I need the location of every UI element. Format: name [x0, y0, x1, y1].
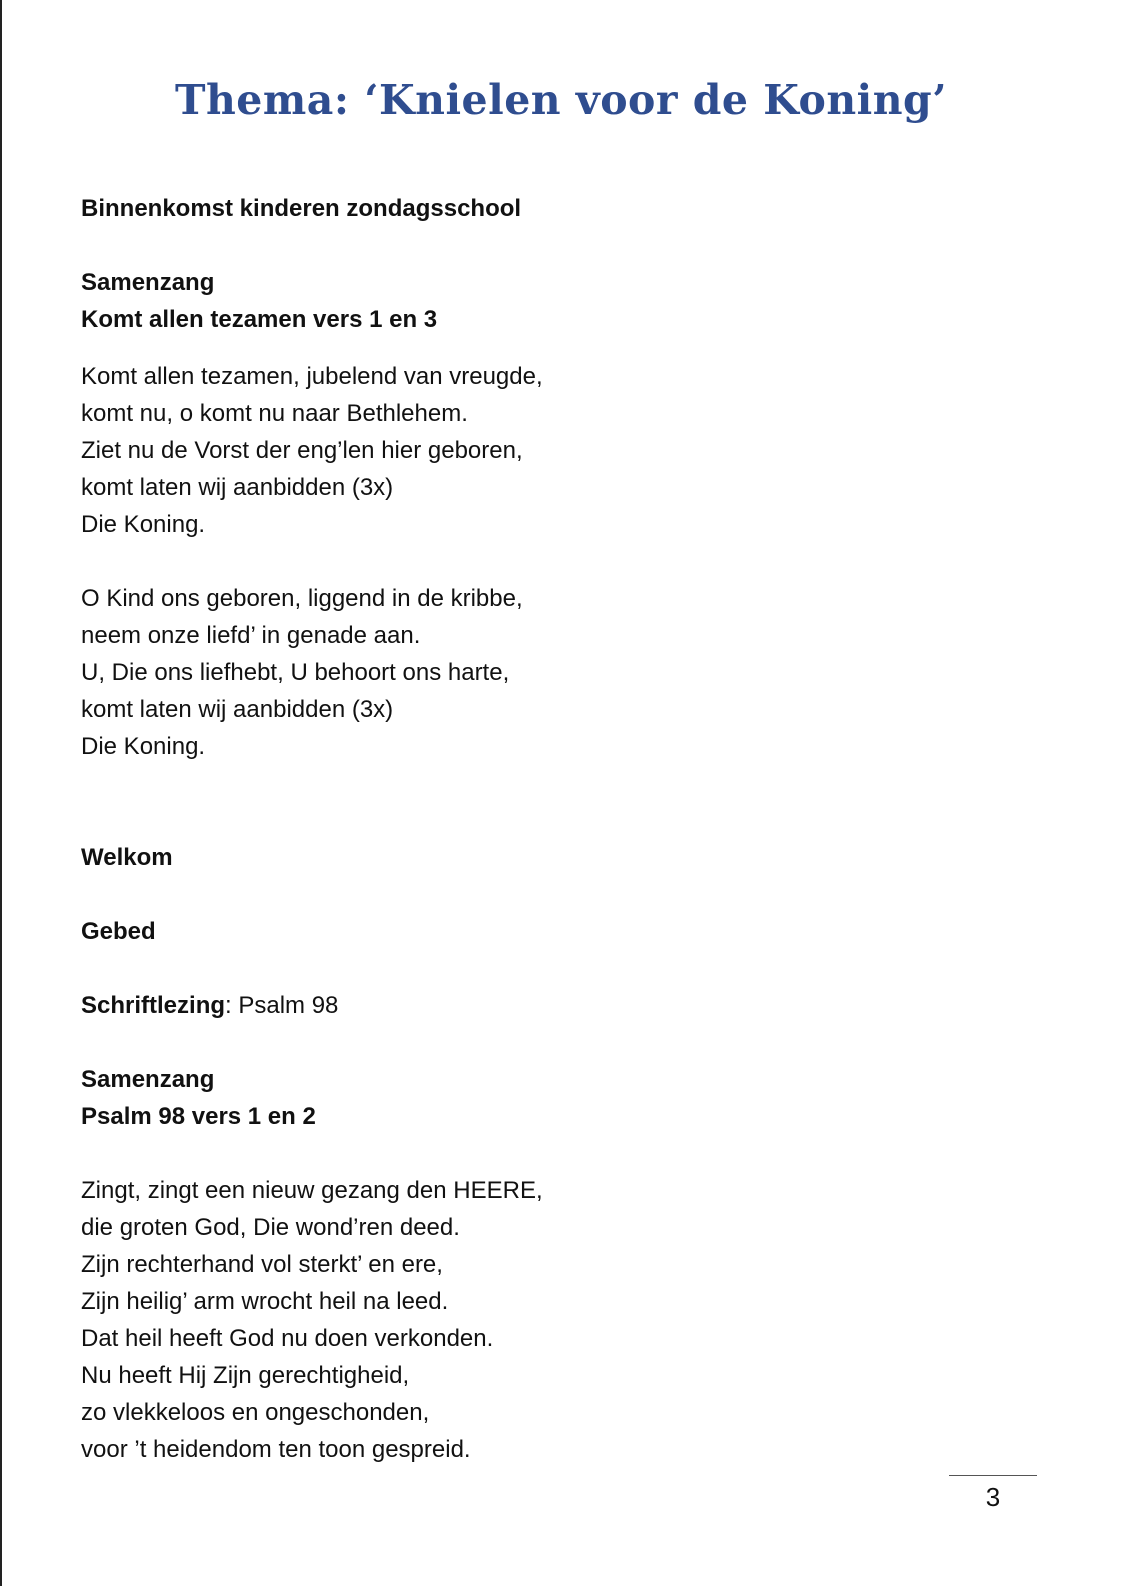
- song2-heading: Samenzang: [81, 1066, 215, 1093]
- verse-line: Komt allen tezamen, jubelend van vreugde,: [81, 363, 543, 390]
- intro-heading: Binnenkomst kinderen zondagsschool: [81, 195, 522, 222]
- order-of-service: [81, 190, 981, 1468]
- verse-line: Dat heil heeft God nu doen verkonden.: [81, 1325, 494, 1352]
- verse-line: Zijn rechterhand vol sterkt’ en ere,: [81, 1251, 443, 1278]
- prayer-heading: Gebed: [81, 918, 156, 945]
- verse-line: Nu heeft Hij Zijn gerechtigheid,: [81, 1362, 410, 1389]
- verse-line: Zingt, zingt een nieuw gezang den HEERE,: [81, 1177, 543, 1204]
- welcome-heading: Welkom: [81, 844, 173, 871]
- verse-line: Zijn heilig’ arm wrocht heil na leed.: [81, 1288, 449, 1315]
- page-number: 3: [985, 1482, 1001, 1512]
- scripture-reading: [81, 987, 981, 1024]
- song2-verse1: [81, 1172, 981, 1468]
- verse-line: zo vlekkeloos en ongeschonden,: [81, 1399, 430, 1426]
- verse-line: Die Koning.: [81, 511, 206, 538]
- scripture-label: Schriftlezing: [81, 992, 226, 1019]
- verse-line: O Kind ons geboren, liggend in de kribbe,: [81, 585, 523, 612]
- page-title: Thema: ‘Knielen voor de Koning’: [174, 76, 948, 124]
- scripture-separator: :: [225, 992, 232, 1019]
- verse-line: Ziet nu de Vorst der eng’len hier geboren,: [81, 437, 523, 464]
- verse-line: komt laten wij aanbidden (3x): [81, 474, 394, 501]
- song1-verse1: [81, 358, 981, 543]
- verse-line: voor ’t heidendom ten toon gespreid.: [81, 1436, 471, 1463]
- song1-subheading: Komt allen tezamen vers 1 en 3: [81, 306, 438, 333]
- footer-divider: [949, 1475, 1037, 1476]
- song2-subheading: Psalm 98 vers 1 en 2: [81, 1103, 316, 1130]
- song1-heading: Samenzang: [81, 269, 215, 296]
- page-left-border: [0, 0, 2, 1586]
- verse-line: komt nu, o komt nu naar Bethlehem.: [81, 400, 468, 427]
- scripture-text: Psalm 98: [231, 992, 339, 1019]
- verse-line: komt laten wij aanbidden (3x): [81, 696, 394, 723]
- verse-line: U, Die ons liefhebt, U behoort ons harte,: [81, 659, 510, 686]
- song1-verse2: [81, 580, 981, 765]
- verse-line: die groten God, Die wond’ren deed.: [81, 1214, 460, 1241]
- verse-line: neem onze liefd’ in genade aan.: [81, 622, 421, 649]
- verse-line: Die Koning.: [81, 733, 206, 760]
